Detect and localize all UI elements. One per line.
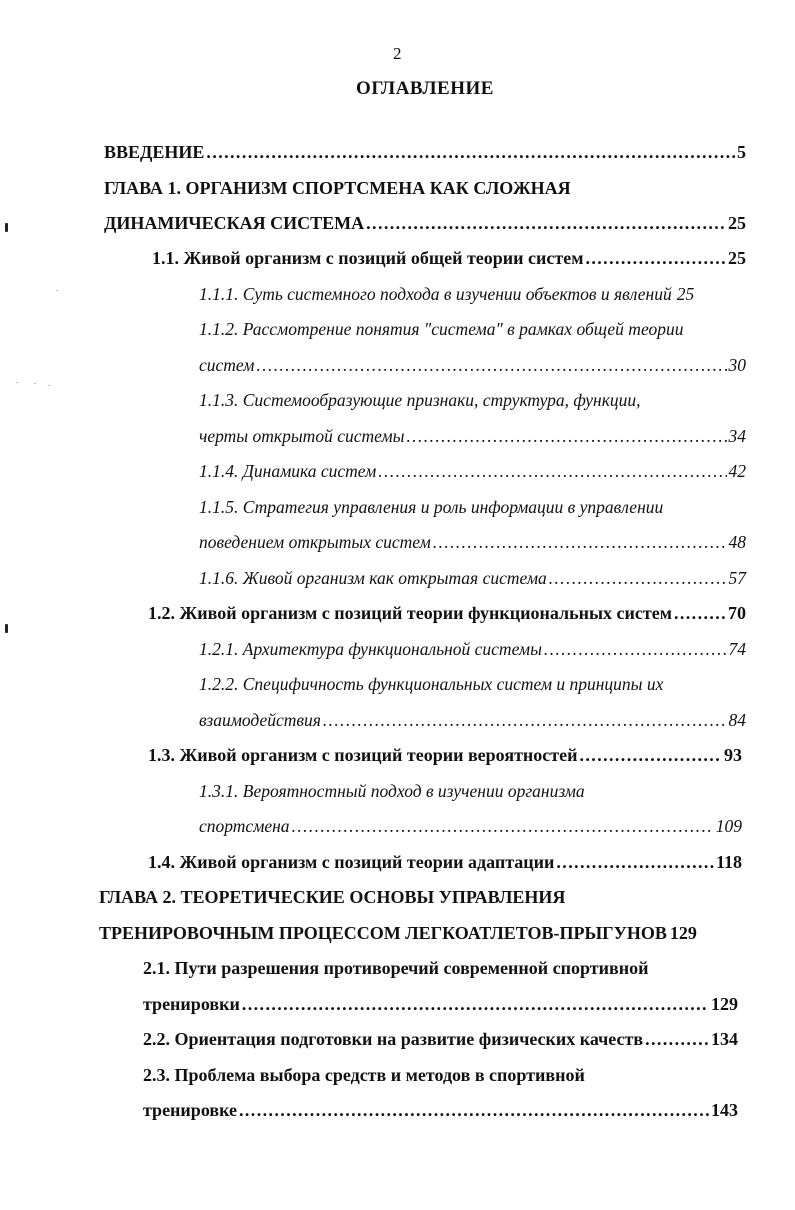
toc-entry-text: 1.1.1. Суть системного подхода в изучении объектов и явлений [199,284,672,304]
toc-page-number: 42 [728,461,746,481]
leader-dots [256,354,726,376]
toc-page-number: 48 [728,532,746,552]
toc-entry-2-3-line1: 2.3. Проблема выбора средств и методов в спортивной [143,1065,585,1085]
toc-entry-text: черты открытой системы [199,426,405,446]
leader-dots [549,567,727,589]
toc-entry-text: 1.1. Живой организм с позиций общей теории систем [152,248,584,268]
toc-entry-chapter-2-line1: ГЛАВА 2. ТЕОРЕТИЧЕСКИЕ ОСНОВЫ УПРАВЛЕНИЯ [99,887,566,907]
leader-dots [674,602,726,624]
toc-entry-text: ТРЕНИРОВОЧНЫМ ПРОЦЕССОМ ЛЕГКОАТЛЕТОВ-ПРЫГУНОВ [99,923,667,943]
toc-entry-text: 1.1.4. Динамика систем [199,461,377,481]
toc-entry-2-3 [143,1099,738,1121]
leader-dots [292,815,714,837]
toc-entry-1-2-2-line1: 1.2.2. Специфичность функциональных систем и принципы их [199,674,664,694]
toc-entry-1-3-1 [199,815,742,837]
scan-mark [5,223,8,232]
toc-entry-text: спортсмена [199,816,290,836]
leader-dots [206,141,735,163]
toc-page-number: 34 [728,426,746,446]
toc-page-number: 30 [728,355,746,375]
toc-page-number: 57 [728,568,746,588]
toc-entry-2-2 [143,1028,738,1050]
toc-entry-1-3-1-line1: 1.3.1. Вероятностный подход в изучении организма [199,781,585,801]
toc-entry-text: тренировки [143,994,240,1014]
leader-dots [585,247,726,269]
leader-dots [433,531,727,553]
toc-entry-1-1-2-line1: 1.1.2. Рассмотрение понятия "система" в рамках общей теории [199,319,684,339]
leader-dots [406,425,726,447]
scan-speck [34,383,36,384]
scan-speck [48,385,50,386]
toc-entry-chapter-1 [104,212,746,234]
leader-dots [645,1028,709,1050]
toc-entry-2-1-line1: 2.1. Пути разрешения противоречий современной спортивной [143,958,649,978]
scan-speck [16,382,18,383]
leader-dots [366,212,726,234]
toc-entry-1-2 [148,602,746,624]
toc-entry-introduction [104,141,746,163]
leader-dots [580,744,723,766]
toc-entry-1-2-1 [199,638,746,660]
toc-entry-1-1-3-line1: 1.1.3. Системообразующие признаки, структура, функции, [199,390,641,410]
toc-entry-1-1-5-line1: 1.1.5. Стратегия управления и роль информации в управлении [199,497,664,517]
toc-entry-chapter-2 [99,922,742,944]
toc-page-number: 134 [711,1029,738,1049]
leader-dots [378,460,726,482]
toc-entry-1-1-4 [199,460,746,482]
toc-entry-1-1-5 [199,531,746,553]
toc-page-number: 109 [715,816,742,836]
toc-entry-text: тренировке [143,1100,237,1120]
toc-entry-text: 1.4. Живой организм с позиций теории адаптации [148,852,555,872]
toc-entry-1-3 [148,744,742,766]
toc-entry-1-4 [148,851,742,873]
toc-entry-1-1-2 [199,354,746,376]
leader-dots [239,1099,709,1121]
toc-page-number: 70 [728,603,746,623]
toc-entry-1-2-2 [199,709,746,731]
toc-entry-text: 1.3. Живой организм с позиций теории вероятностей [148,745,578,765]
toc-entry-text: 1.1.6. Живой организм как открытая система [199,568,547,588]
toc-entry-2-1 [143,993,738,1015]
toc-page-number: 143 [711,1100,738,1120]
toc-entry-text: взаимодействия [199,710,321,730]
toc-page-number: 129 [669,923,697,943]
scan-mark [5,624,8,633]
toc-entry-text: поведением открытых систем [199,532,431,552]
toc-entry-1-1-1 [199,283,746,305]
toc-entry-text: 1.2.1. Архитектура функциональной системы [199,639,542,659]
toc-entry-1-1-6 [199,567,746,589]
toc-entry-text: систем [199,355,255,375]
toc-entry-1-1-3 [199,425,746,447]
toc-page-number: 93 [724,745,742,765]
toc-page-number: 118 [715,852,742,872]
toc-page-number: 5 [737,142,746,162]
toc-page-number: 129 [711,994,738,1014]
toc-page-number: 25 [728,248,746,268]
page-number: 2 [393,44,402,63]
toc-entry-text: 1.2. Живой организм с позиций теории функциональных систем [148,603,672,623]
toc-entry-1-1 [152,247,746,269]
toc-entry-text: ДИНАМИЧЕСКАЯ СИСТЕМА [104,213,365,233]
toc-entry-text: 2.2. Ориентация подготовки на развитие физических качеств [143,1029,644,1049]
page-title: ОГЛАВЛЕНИЕ [356,78,494,99]
toc-page-number: 25 [728,213,746,233]
leader-dots [556,851,714,873]
toc-page-number: 84 [728,710,746,730]
toc-page-number: 74 [728,639,746,659]
toc-entry-text: ВВЕДЕНИЕ [104,142,205,162]
toc-entry-chapter-1-line1: ГЛАВА 1. ОРГАНИЗМ СПОРТСМЕНА КАК СЛОЖНАЯ [104,178,571,198]
leader-dots [323,709,727,731]
scan-speck [56,290,58,291]
toc-page-number: 25 [676,284,695,304]
leader-dots [242,993,709,1015]
leader-dots [544,638,727,660]
